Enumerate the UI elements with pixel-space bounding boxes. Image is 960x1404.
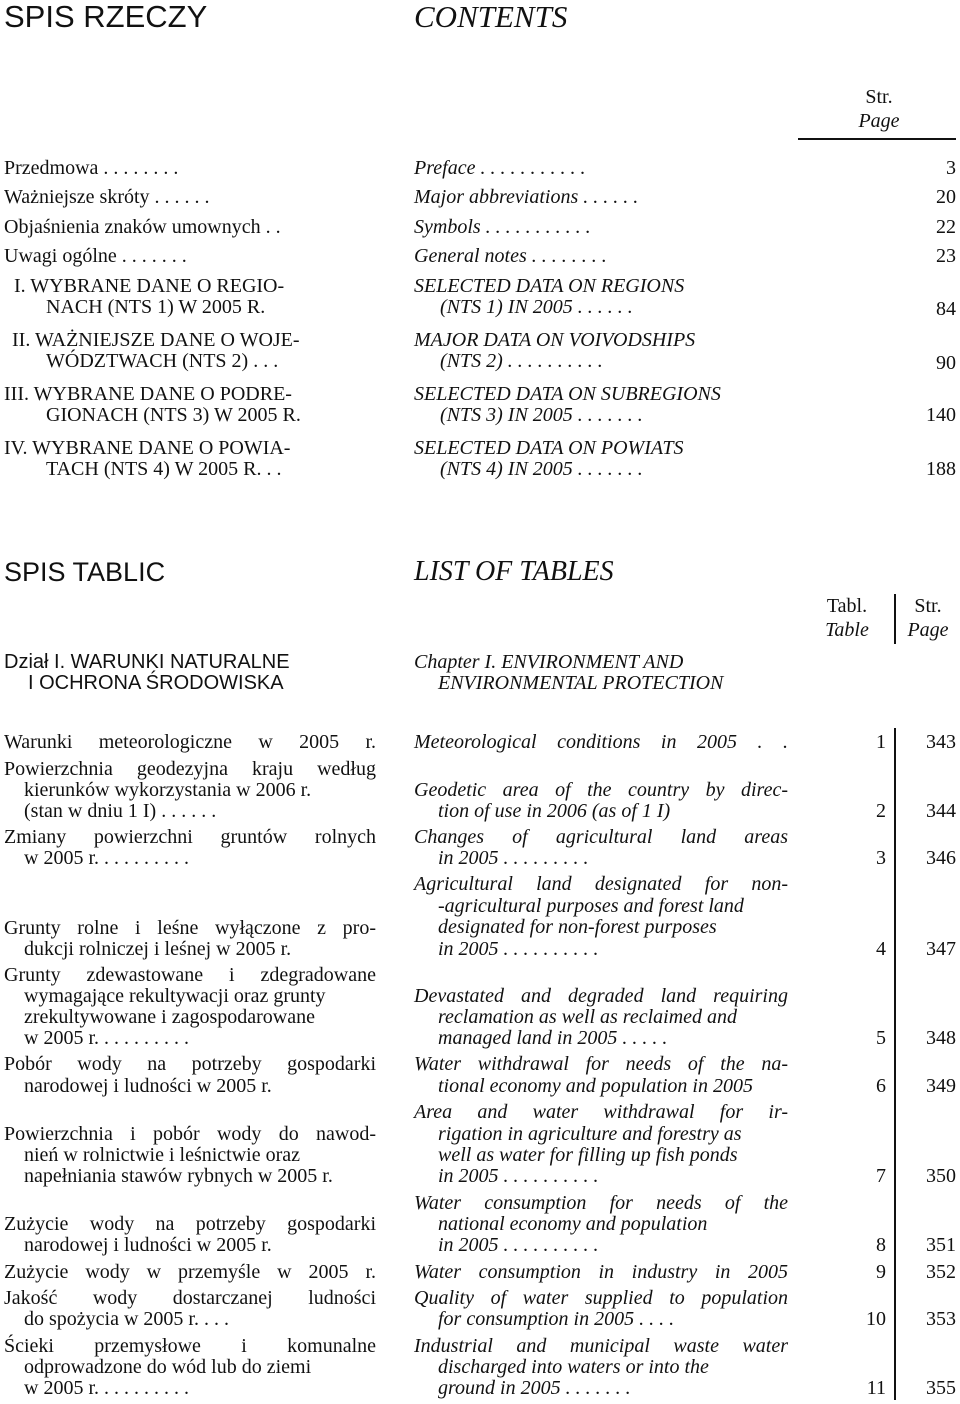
table-title-pl: w 2005 r. . . . . . . . . . bbox=[24, 1027, 189, 1049]
section-heading-en: (NTS 1) IN 2005 . . . . . . bbox=[440, 296, 633, 318]
table-title-en: in 2005 . . . . . . . . . bbox=[438, 847, 589, 869]
table-label: Table bbox=[825, 619, 869, 641]
table-title-en: in 2005 . . . . . . . . . . bbox=[438, 938, 599, 960]
contents-item-pl: Ważniejsze skróty . . . . . . bbox=[4, 186, 210, 208]
contents-item-page: 22 bbox=[936, 216, 956, 238]
chapter-heading-pl: Dział I. WARUNKI NATURALNE bbox=[4, 651, 290, 673]
table-title-pl: Jakość wody dostarczanej ludności bbox=[4, 1287, 376, 1309]
page-label: Page bbox=[907, 619, 949, 641]
table-page: 347 bbox=[926, 938, 956, 960]
table-title-pl: narodowej i ludności w 2005 r. bbox=[24, 1234, 272, 1256]
section-heading-pl: III. WYBRANE DANE O PODRE- bbox=[4, 383, 292, 405]
contents-item-page: 23 bbox=[936, 245, 956, 267]
table-title-en: Changes of agricultural land areas bbox=[414, 826, 788, 848]
table-number: 2 bbox=[876, 800, 886, 822]
contents-item-pl: Uwagi ogólne . . . . . . . bbox=[4, 245, 187, 267]
table-title-en: Water consumption for needs of the bbox=[414, 1192, 788, 1214]
contents-title-en: CONTENTS bbox=[414, 0, 568, 34]
table-number: 10 bbox=[866, 1308, 886, 1330]
table-page: 351 bbox=[926, 1234, 956, 1256]
section-heading-pl: WÓDZTWACH (NTS 2) . . . bbox=[46, 350, 279, 372]
table-title-en: Industrial and municipal waste water bbox=[414, 1335, 788, 1357]
table-title-pl: Zużycie wody w przemyśle w 2005 r. bbox=[4, 1261, 376, 1283]
table-title-pl: Ścieki przemysłowe i komunalne bbox=[4, 1335, 376, 1357]
table-title-en: reclamation as well as reclaimed and bbox=[438, 1006, 738, 1028]
table-title-pl: Powierzchnia geodezyjna kraju według bbox=[4, 758, 376, 780]
table-title-pl: wymagające rekultywacji oraz grunty bbox=[24, 985, 326, 1007]
table-title-pl: Powierzchnia i pobór wody do nawod- bbox=[4, 1123, 376, 1145]
tables-title-pl: SPIS TABLIC bbox=[4, 557, 166, 587]
table-number: 11 bbox=[866, 1377, 886, 1399]
table-title-pl: Grunty rolne i leśne wyłączone z pro- bbox=[4, 917, 376, 939]
table-page: 350 bbox=[926, 1165, 956, 1187]
table-title-pl: Warunki meteorologiczne w 2005 r. bbox=[4, 731, 376, 753]
section-heading-pl: NACH (NTS 1) W 2005 R. bbox=[46, 296, 266, 318]
section-heading-pl: II. WAŻNIEJSZE DANE O WOJE- bbox=[12, 329, 300, 351]
section-heading-pl: I. WYBRANE DANE O REGIO- bbox=[14, 275, 285, 297]
table-title-en: managed land in 2005 . . . . . bbox=[438, 1027, 668, 1049]
table-title-pl: w 2005 r. . . . . . . . . . bbox=[24, 847, 189, 869]
table-title-pl: Grunty zdewastowane i zdegradowane bbox=[4, 964, 376, 986]
table-title-pl: Zużycie wody na potrzeby gospodarki bbox=[4, 1213, 376, 1235]
table-title-en: Geodetic area of the country by direc- bbox=[414, 779, 788, 801]
table-number: 7 bbox=[876, 1165, 886, 1187]
table-title-pl: dukcji rolniczej i leśnej w 2005 r. bbox=[24, 938, 292, 960]
column-divider bbox=[894, 594, 896, 644]
contents-item-page: 140 bbox=[926, 404, 956, 426]
table-title-en: Quality of water supplied to population bbox=[414, 1287, 788, 1309]
contents-item-pl: Przedmowa . . . . . . . . bbox=[4, 157, 179, 179]
section-heading-en: SELECTED DATA ON REGIONS bbox=[414, 275, 685, 297]
table-title-pl: narodowej i ludności w 2005 r. bbox=[24, 1075, 272, 1097]
table-page: 355 bbox=[926, 1377, 956, 1399]
table-title-pl: Zmiany powierzchni gruntów rolnych bbox=[4, 826, 376, 848]
str-label: Str. bbox=[865, 86, 893, 108]
table-title-pl: Pobór wody na potrzeby gospodarki bbox=[4, 1053, 376, 1075]
section-heading-en: (NTS 3) IN 2005 . . . . . . . bbox=[440, 404, 643, 426]
section-heading-en: (NTS 4) IN 2005 . . . . . . . bbox=[440, 458, 643, 480]
contents-item-en: Preface . . . . . . . . . . . bbox=[414, 157, 586, 179]
table-page: 348 bbox=[926, 1027, 956, 1049]
section-heading-en: (NTS 2) . . . . . . . . . . bbox=[440, 350, 603, 372]
table-title-en: -agricultural purposes and forest land bbox=[438, 895, 744, 917]
table-number: 6 bbox=[876, 1075, 886, 1097]
table-title-pl: (stan w dniu 1 I) . . . . . . bbox=[24, 800, 217, 822]
table-title-pl: nień w rolnictwie i leśnictwie oraz bbox=[24, 1144, 301, 1166]
chapter-heading-en: ENVIRONMENTAL PROTECTION bbox=[438, 672, 724, 694]
table-title-en: well as water for filling up fish ponds bbox=[438, 1144, 738, 1166]
section-heading-pl: GIONACH (NTS 3) W 2005 R. bbox=[46, 404, 301, 426]
contents-item-page: 84 bbox=[936, 298, 956, 320]
tables-title-en: LIST OF TABLES bbox=[414, 556, 614, 587]
table-title-en: designated for non-forest purposes bbox=[438, 916, 717, 938]
contents-item-page: 20 bbox=[936, 186, 956, 208]
section-heading-en: MAJOR DATA ON VOIVODSHIPS bbox=[414, 329, 696, 351]
table-title-en: Water withdrawal for needs of the na- bbox=[414, 1053, 788, 1075]
table-title-en: Agricultural land designated for non- bbox=[414, 873, 788, 895]
table-title-pl: w 2005 r. . . . . . . . . . bbox=[24, 1377, 189, 1399]
table-title-en: national economy and population bbox=[438, 1213, 708, 1235]
contents-title-pl: SPIS RZECZY bbox=[4, 0, 208, 34]
table-title-pl: odprowadzone do wód lub do ziemi bbox=[24, 1356, 312, 1378]
table-title-en: tional economy and population in 2005 bbox=[438, 1075, 753, 1097]
contents-item-page: 3 bbox=[946, 157, 956, 179]
page-label: Page bbox=[858, 110, 900, 132]
table-number: 5 bbox=[876, 1027, 886, 1049]
contents-item-en: Symbols . . . . . . . . . . . bbox=[414, 216, 591, 238]
table-number: 8 bbox=[876, 1234, 886, 1256]
contents-item-en: Major abbreviations . . . . . . bbox=[414, 186, 639, 208]
table-title-en: Area and water withdrawal for ir- bbox=[414, 1101, 788, 1123]
table-title-en: tion of use in 2006 (as of 1 I) bbox=[438, 800, 671, 822]
table-title-en: in 2005 . . . . . . . . . . bbox=[438, 1234, 599, 1256]
chapter-heading-pl: I OCHRONA ŚRODOWISKA bbox=[28, 672, 284, 694]
table-page: 343 bbox=[926, 731, 956, 753]
section-heading-en: SELECTED DATA ON SUBREGIONS bbox=[414, 383, 721, 405]
table-title-en: for consumption in 2005 . . . . bbox=[438, 1308, 675, 1330]
column-divider bbox=[894, 728, 896, 1400]
chapter-heading-en: Chapter I. ENVIRONMENT AND bbox=[414, 651, 684, 673]
table-title-en: rigation in agriculture and forestry as bbox=[438, 1123, 742, 1145]
table-title-pl: zrekultywowane i zagospodarowane bbox=[24, 1006, 315, 1028]
table-title-en: ground in 2005 . . . . . . . bbox=[438, 1377, 631, 1399]
table-title-pl: napełniania stawów rybnych w 2005 r. bbox=[24, 1165, 333, 1187]
header-rule bbox=[798, 138, 956, 140]
str-label: Str. bbox=[914, 595, 942, 617]
table-page: 352 bbox=[926, 1261, 956, 1283]
table-page: 349 bbox=[926, 1075, 956, 1097]
table-page: 346 bbox=[926, 847, 956, 869]
section-heading-pl: IV. WYBRANE DANE O POWIA- bbox=[4, 437, 291, 459]
table-title-en: Water consumption in industry in 2005 bbox=[414, 1261, 788, 1283]
table-title-en: Devastated and degraded land requiring bbox=[414, 985, 788, 1007]
table-title-pl: do spożycia w 2005 r. . . . bbox=[24, 1308, 229, 1330]
table-number: 3 bbox=[876, 847, 886, 869]
contents-item-en: General notes . . . . . . . . bbox=[414, 245, 607, 267]
table-page: 344 bbox=[926, 800, 956, 822]
table-title-en: in 2005 . . . . . . . . . . bbox=[438, 1165, 599, 1187]
contents-item-page: 90 bbox=[936, 352, 956, 374]
table-page: 353 bbox=[926, 1308, 956, 1330]
contents-item-page: 188 bbox=[926, 458, 956, 480]
section-heading-en: SELECTED DATA ON POWIATS bbox=[414, 437, 684, 459]
table-number: 4 bbox=[876, 938, 886, 960]
table-title-pl: kierunków wykorzystania w 2006 r. bbox=[24, 779, 312, 801]
table-title-en: discharged into waters or into the bbox=[438, 1356, 709, 1378]
contents-item-pl: Objaśnienia znaków umownych . . bbox=[4, 216, 281, 238]
tabl-label: Tabl. bbox=[826, 595, 868, 617]
table-number: 1 bbox=[876, 731, 886, 753]
table-title-en: Meteorological conditions in 2005 . . bbox=[414, 731, 788, 753]
table-number: 9 bbox=[876, 1261, 886, 1283]
section-heading-pl: TACH (NTS 4) W 2005 R. . . bbox=[46, 458, 282, 480]
